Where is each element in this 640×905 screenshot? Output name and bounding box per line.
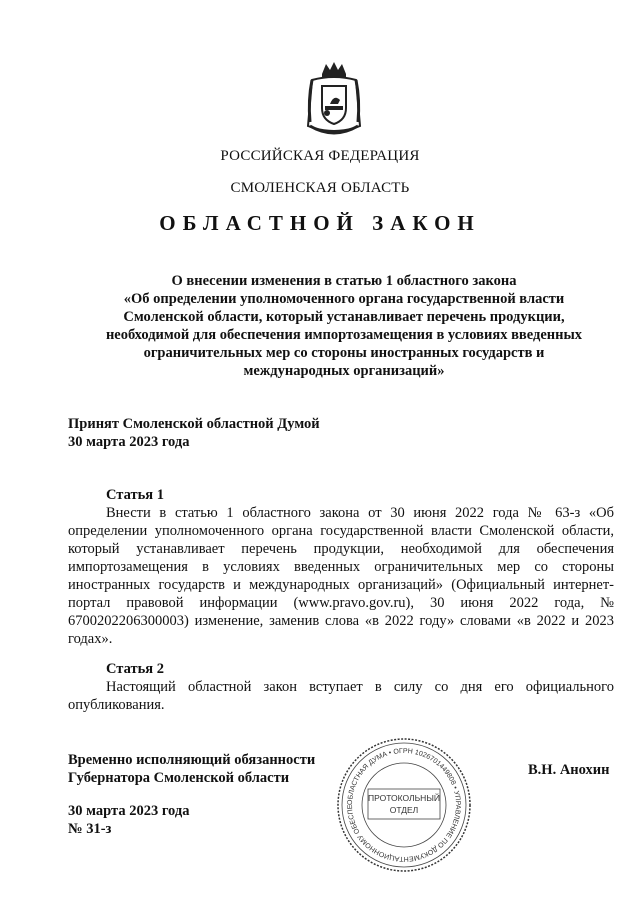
law-title-line: Смоленской области, который устанавливает перечень продукции, <box>123 309 565 325</box>
law-title-line: ограничительных мер со стороны иностранных государств и <box>143 345 545 361</box>
footer-block <box>68 802 189 838</box>
stamp-inner-line: ПРОТОКОЛЬНЫЙ <box>368 793 440 803</box>
law-title-line: «Об определении уполномоченного органа государственной власти <box>123 291 565 307</box>
adoption-block <box>68 415 320 451</box>
law-date: 30 марта 2023 года <box>68 803 190 819</box>
stamp-ring-text: ОБЛАСТНАЯ ДУМА • ОГРН 1026701449808 • УПРАВЛЕНИЕ ПО ДОКУМЕНТАЦИОННОМУ ОБЕСПЕ <box>346 747 462 863</box>
stamp-inner-line: ОТДЕЛ <box>389 805 419 815</box>
article-1-text: Внести в статью 1 областного закона от 30 июня 2022 года № 63-з «Об определении уполномоченного органа государственной власти Смоленской области, который устанавливает перечень продукции, необходимой для обеспечения импортозамещения в условиях введенных ограничительных мер со стороны иностранных государств и международных организаций» (Официальный интернет-портал правовой информации (www.pravo.gov.ru), 30 июня 2022 года, № 6700202206300003) изменение, заменив слова «в 2022 году» словами «в 2022 и 2023 годах». <box>68 505 614 647</box>
signatory-position-line: Губернатора Смоленской области <box>68 770 290 786</box>
article-2-text: Настоящий областной закон вступает в силу со дня его официального опубликования. <box>68 679 614 713</box>
signatory-position-line: Временно исполняющий обязанности <box>68 752 316 768</box>
law-type-heading: ОБЛАСТНОЙ ЗАКОН <box>159 211 481 235</box>
coat-of-arms-emblem <box>300 60 368 138</box>
region-name: СМОЛЕНСКАЯ ОБЛАСТЬ <box>230 180 410 196</box>
article-1-heading: Статья 1 <box>106 487 164 503</box>
adoption-date: 30 марта 2023 года <box>68 434 190 450</box>
law-number: № 31-з <box>68 821 112 837</box>
signatory-position <box>68 751 315 787</box>
law-title-line: необходимой для обеспечения импортозамещения в условиях введенных <box>105 327 583 343</box>
law-title-line: международных организаций» <box>243 363 445 379</box>
law-title <box>80 272 608 380</box>
adoption-body: Принят Смоленской областной Думой <box>68 416 320 432</box>
coat-of-arms-icon <box>300 60 368 138</box>
signatory-name: В.Н. Анохин <box>528 762 610 778</box>
stamp-seal-icon <box>334 735 474 875</box>
article-2-heading: Статья 2 <box>106 661 164 677</box>
official-stamp <box>334 735 474 875</box>
law-title-line: О внесении изменения в статью 1 областного закона <box>171 273 517 289</box>
country-name: РОССИЙСКАЯ ФЕДЕРАЦИЯ <box>220 148 420 164</box>
